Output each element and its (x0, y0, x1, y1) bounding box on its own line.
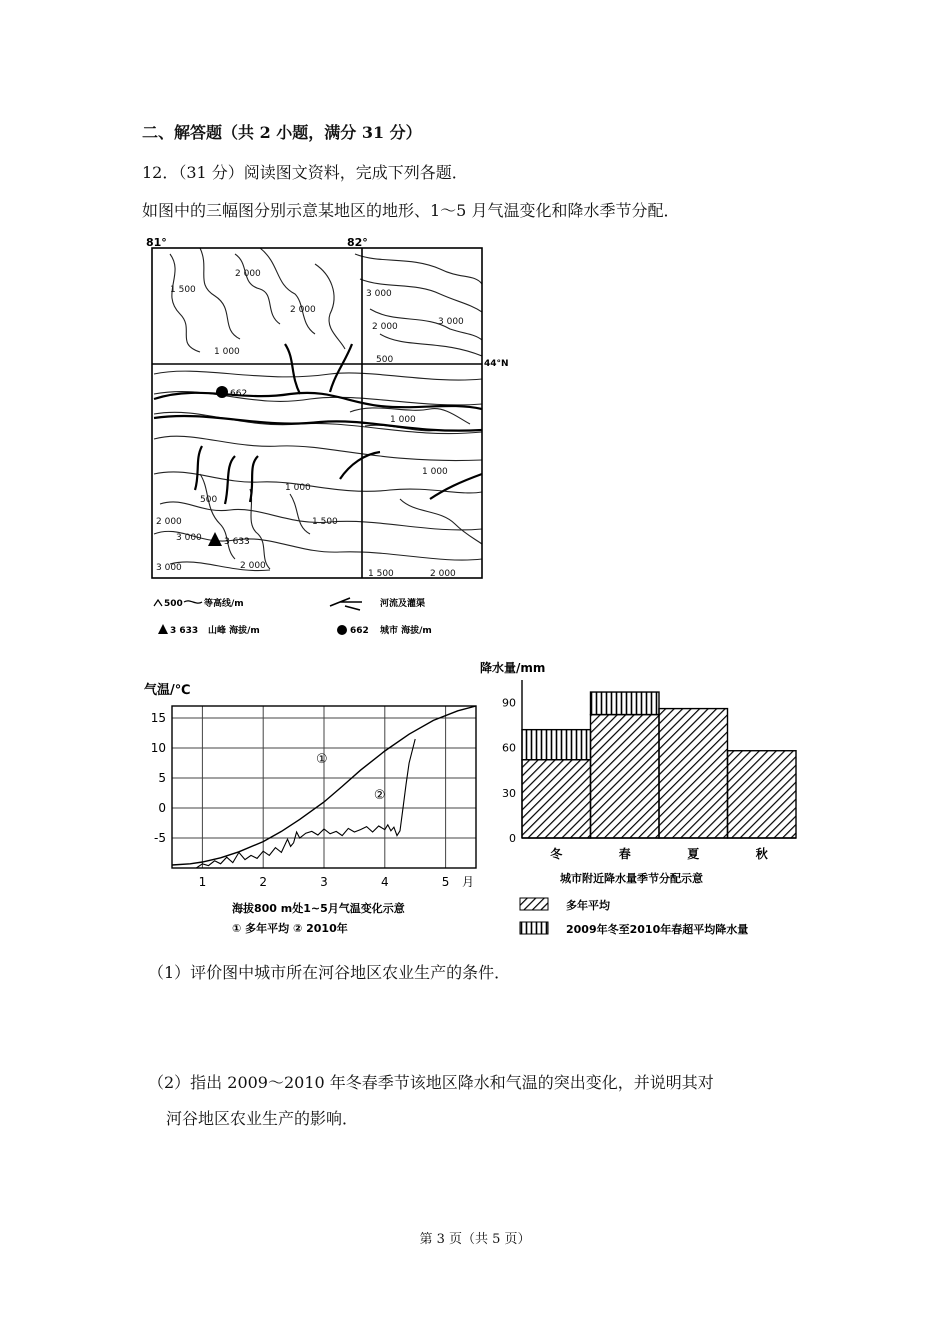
contour-label: 500 (376, 355, 394, 365)
temp-legend: ① 多年平均 ② 2010年 (232, 922, 348, 935)
precip-y-ticks (502, 697, 516, 845)
legend-river-label: 河流及灌渠 (380, 599, 426, 609)
contour-label: 2 000 (235, 269, 261, 279)
precip-legend-average: 多年平均 (566, 899, 610, 912)
city-elevation: 662 (230, 389, 248, 399)
temp-series-label-2: ② (373, 788, 386, 803)
legend-swatch-average (520, 898, 548, 910)
contour-label: 1 000 (285, 483, 311, 493)
precip-category-label: 冬 (550, 847, 563, 861)
peak-elevation: 3 633 (224, 537, 250, 547)
temp-x-tick-label: 3 (320, 875, 328, 889)
contour-label: 2 000 (430, 569, 456, 579)
contour-label: 3 000 (366, 289, 392, 299)
precip-y-tick-label: 60 (502, 741, 516, 755)
precip-category-label: 秋 (755, 847, 768, 861)
peak-legend-icon (158, 624, 168, 634)
temp-y-tick-label: 0 (158, 801, 166, 815)
topographic-map (140, 234, 509, 644)
precip-y-tick-label: 0 (509, 832, 516, 845)
contour-label: 500 (200, 495, 218, 505)
contour-label: 2 000 (290, 305, 316, 315)
contour-label: 1 000 (390, 415, 416, 425)
legend-contour-label: 等高线/m (204, 599, 244, 609)
contour-label: 3 000 (156, 563, 182, 573)
contour-label: 1 000 (214, 347, 240, 357)
question-2-line-1: （2）指出 2009～2010 年冬春季节该地区降水和气温的突出变化，并说明其对 (148, 1073, 714, 1092)
legend-swatch-excess (520, 922, 548, 934)
longitude-label-81: 81° (146, 236, 167, 249)
city-legend-icon (337, 625, 347, 635)
temp-x-unit: 月 (462, 875, 475, 889)
question-header: 12．（31 分）阅读图文资料，完成下列各题． (142, 163, 468, 182)
intro-text: 如图中的三幅图分别示意某地区的地形、1～5 月气温变化和降水季节分配． (142, 201, 680, 220)
temp-x-tick-label: 2 (259, 875, 268, 889)
contour-label: 3 000 (176, 533, 202, 543)
temp-grid (172, 706, 476, 868)
temp-y-axis-label: 气温/℃ (144, 683, 191, 698)
temp-y-tick-label: 5 (158, 771, 166, 785)
temp-series-label-1: ① (316, 752, 328, 767)
precip-bar-average (591, 715, 660, 838)
legend-city-label: 城市 海拔/m (380, 626, 432, 636)
temp-x-tick-label: 1 (198, 875, 207, 889)
precip-bars (522, 680, 796, 838)
precip-caption: 城市附近降水量季节分配示意 (560, 872, 703, 885)
legend-city-sample: 662 (350, 626, 369, 636)
legend-contour-sample: 500 (164, 599, 183, 609)
legend-peak-sample: 3 633 (170, 626, 199, 636)
temp-x-ticks (199, 875, 450, 889)
contour-label: 3 000 (438, 317, 464, 327)
river-legend-icon (330, 598, 362, 610)
page-footer: 第 3 页（共 5 页） (419, 1232, 531, 1247)
temp-y-tick-label: 15 (150, 711, 166, 725)
legend-peak-label: 山峰 海拔/m (208, 626, 260, 636)
map-legend (154, 597, 432, 636)
temp-x-tick-label: 4 (380, 875, 389, 889)
precipitation-chart (480, 656, 820, 946)
temp-y-ticks (151, 711, 166, 845)
precip-y-tick-label: 30 (502, 786, 516, 800)
contour-label: 2 000 (240, 561, 266, 571)
contour-label: 1 500 (368, 569, 394, 579)
precip-y-tick-label: 90 (502, 696, 516, 710)
temp-series-line-2 (196, 739, 415, 868)
section-title: 二、解答题（共 2 小题，满分 31 分） (142, 123, 422, 142)
contour-label: 1 500 (312, 517, 338, 527)
precip-x-ticks (550, 846, 768, 861)
precip-bar-excess (522, 730, 591, 760)
precip-y-axis-label: 降水量/mm (480, 661, 546, 675)
contour-legend-icon (154, 600, 162, 606)
temp-caption: 海拔800 m处1~5月气温变化示意 (232, 902, 405, 915)
contour-label: 2 000 (372, 322, 398, 332)
precip-bar-average (659, 709, 728, 838)
contour-label: 2 000 (156, 517, 182, 527)
longitude-label-82: 82° (347, 236, 368, 249)
question-2-line-2: 河谷地区农业生产的影响． (166, 1109, 359, 1128)
contour-label: 1 500 (170, 285, 196, 295)
precip-bar-average (522, 760, 591, 838)
precip-bar-excess (591, 692, 660, 715)
temp-y-tick-label: 10 (150, 741, 166, 755)
temp-x-tick-label: 5 (441, 875, 450, 889)
temp-y-tick-label: -5 (154, 831, 166, 845)
precip-bar-average (728, 751, 797, 838)
precip-category-label: 春 (618, 847, 631, 861)
question-1: （1）评价图中城市所在河谷地区农业生产的条件． (148, 963, 511, 982)
precip-category-label: 夏 (687, 847, 700, 861)
precip-legend-excess: 2009年冬至2010年春超平均降水量 (566, 923, 749, 936)
contour-label: 1 000 (422, 467, 448, 477)
latitude-label-44n: 44°N (484, 359, 509, 369)
peak-marker (208, 532, 222, 546)
city-marker (216, 386, 228, 398)
temperature-chart (136, 678, 486, 950)
